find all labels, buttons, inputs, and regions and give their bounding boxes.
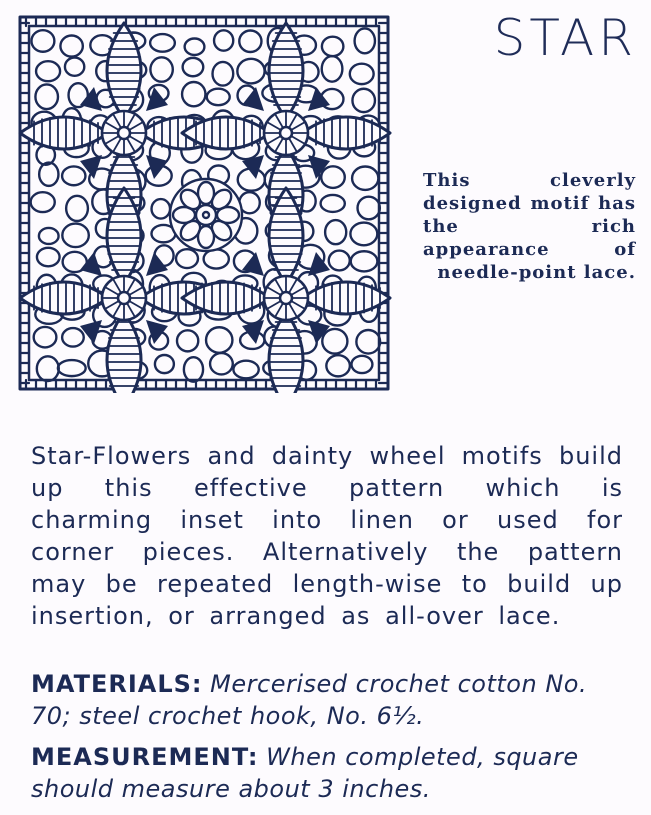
measurement-text: When completed, square should measure about 3 inches. xyxy=(31,743,579,803)
pattern-description: Star-Flowers and dainty wheel motifs build up this effective pattern which is charming inset into linen or used for corner pieces. Alternatively the pattern may be repeated length-wise to build up insertion, or arranged as all-over lace. xyxy=(31,442,623,630)
motif-caption: This cleverly designed motif has the rich appearance of needle-point lace. xyxy=(423,170,636,283)
lace-motif-illustration xyxy=(16,13,392,393)
materials-text: Mercerised crochet cotton No. 70; steel crochet hook, No. 6½. xyxy=(31,670,588,730)
measurement-label: MEASUREMENT: xyxy=(31,743,259,771)
measurement-line xyxy=(31,741,631,805)
materials-label: MATERIALS: xyxy=(31,670,203,698)
page-title: STAR xyxy=(493,9,637,67)
materials-line xyxy=(31,668,631,732)
